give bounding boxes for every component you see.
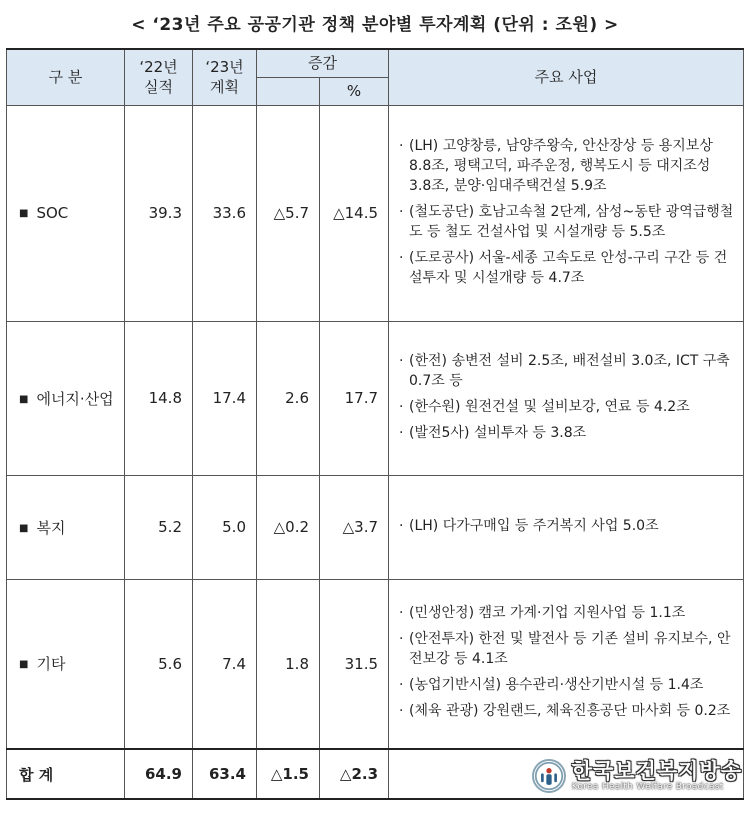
project-text: (LH) 다가구매입 등 주거복지 사업 5.0조	[409, 517, 659, 534]
header-change-empty	[257, 77, 320, 105]
row-projects	[389, 475, 744, 579]
project-item: · (한수원) 원전건설 및 설비보강, 연료 등 4.2조	[399, 398, 690, 415]
project-text: (안전투자) 한전 및 발전사 등 기존 설비 유지보수, 안전보강 등 4.1조	[409, 631, 731, 668]
project-item: · (LH) 다가구매입 등 주거복지 사업 5.0조	[399, 517, 659, 534]
header-plan-23-year: ‘23년	[205, 58, 244, 77]
square-bullet-icon: ■	[19, 208, 29, 219]
row-plan-23: 17.4	[193, 321, 257, 475]
row-projects	[389, 105, 744, 321]
project-item: · (도로공사) 서울-세종 고속도로 안성-구리 구간 등 건설투자 및 시설개량 등 4.7조	[399, 249, 728, 286]
table-row	[7, 579, 744, 749]
header-category: 구 분	[7, 49, 125, 105]
square-bullet-icon: ■	[19, 659, 29, 671]
project-item: · (민생안정) 캠코 가계·기업 지원사업 등 1.1조	[399, 605, 686, 622]
row-change: 1.8	[257, 579, 320, 749]
header-plan-23-label: 계획	[210, 78, 239, 97]
total-percent: △2.3	[320, 749, 389, 799]
row-change: △5.7	[257, 105, 320, 321]
square-bullet-icon: ■	[19, 522, 29, 534]
project-item: · (LH) 고양창릉, 남양주왕숙, 안산장상 등 용지보상 8.8조, 평택고덕, 파주운정, 행복도시 등 대지조성 3.8조, 분양·임대주택건설 5.9조	[399, 137, 713, 194]
row-category-label: SOC	[36, 204, 69, 222]
watermark-korean: 한국보건복지방송	[571, 759, 742, 783]
project-text: (한수원) 원전건설 및 설비보강, 연료 등 4.2조	[409, 398, 690, 415]
project-text: (체육 관광) 강원랜드, 체육진흥공단 마사회 등 0.2조	[409, 703, 731, 720]
row-plan-23: 5.0	[193, 475, 257, 579]
project-item: · (안전투자) 한전 및 발전사 등 기존 설비 유지보수, 안전보강 등 4.1조	[399, 631, 731, 668]
project-text: (민생안정) 캠코 가계·기업 지원사업 등 1.1조	[409, 605, 686, 622]
header-actual-22	[125, 49, 193, 105]
project-text: (도로공사) 서울-세종 고속도로 안성-구리 구간 등 건설투자 및 시설개량 등 4.7조	[409, 249, 728, 286]
row-change: △0.2	[257, 475, 320, 579]
row-actual-22: 5.6	[125, 579, 193, 749]
row-actual-22: 39.3	[125, 105, 193, 321]
table-row	[7, 105, 744, 321]
square-bullet-icon: ■	[19, 393, 29, 405]
row-actual-22: 5.2	[125, 475, 193, 579]
broadcaster-logo-icon	[532, 759, 566, 793]
header-actual-22-year: ‘22년	[139, 58, 178, 77]
project-item: · (체육 관광) 강원랜드, 체육진흥공단 마사회 등 0.2조	[399, 703, 731, 720]
row-actual-22: 14.8	[125, 321, 193, 475]
row-projects	[389, 321, 744, 475]
broadcaster-watermark	[532, 759, 742, 793]
project-text: (한전) 송변전 설비 2.5조, 배전설비 3.0조, ICT 구축 0.7조 등	[409, 352, 730, 389]
watermark-english: Korea Health Welfare Broadcast	[571, 782, 724, 792]
row-category	[7, 105, 125, 321]
project-item: · (농업기반시설) 용수관리·생산기반시설 등 1.4조	[399, 677, 704, 694]
header-actual-22-label: 실적	[144, 78, 173, 97]
table-row	[7, 475, 744, 579]
investment-table	[6, 48, 744, 800]
header-plan-23	[193, 49, 257, 105]
row-category	[7, 321, 125, 475]
total-change: △1.5	[257, 749, 320, 799]
row-projects	[389, 579, 744, 749]
header-projects: 주요 사업	[389, 49, 744, 105]
project-text: (농업기반시설) 용수관리·생산기반시설 등 1.4조	[409, 677, 704, 694]
project-item: · (발전5사) 설비투자 등 3.8조	[399, 424, 587, 441]
row-plan-23: 33.6	[193, 105, 257, 321]
table-row	[7, 321, 744, 475]
table-title: < ‘23년 주요 공공기관 정책 분야별 투자계획 (단위 : 조원) >	[131, 15, 619, 35]
total-label: 합 계	[7, 749, 125, 799]
project-text: (LH) 고양창릉, 남양주왕숙, 안산장상 등 용지보상 8.8조, 평택고덕, 파주운정, 행복도시 등 대지조성 3.8조, 분양·임대주택건설 5.9조	[409, 137, 713, 194]
row-category-label: 기타	[36, 655, 66, 674]
project-text: (철도공단) 호남고속철 2단계, 삼성~동탄 광역급행철도 등 철도 건설사업 및 시설개량 등 5.5조	[409, 203, 734, 240]
row-category-label: 에너지·산업	[36, 389, 114, 408]
total-actual-22: 64.9	[125, 749, 193, 799]
row-percent: △3.7	[320, 475, 389, 579]
total-plan-23: 63.4	[193, 749, 257, 799]
header-percent: %	[320, 77, 389, 105]
row-change: 2.6	[257, 321, 320, 475]
row-category	[7, 475, 125, 579]
row-category	[7, 579, 125, 749]
row-percent: △14.5	[320, 105, 389, 321]
row-percent: 31.5	[320, 579, 389, 749]
header-change: 증감	[257, 49, 389, 77]
row-plan-23: 7.4	[193, 579, 257, 749]
row-category-label: 복지	[36, 518, 66, 537]
project-item: · (철도공단) 호남고속철 2단계, 삼성~동탄 광역급행철도 등 철도 건설사업 및 시설개량 등 5.5조	[399, 203, 734, 240]
row-percent: 17.7	[320, 321, 389, 475]
project-item: · (한전) 송변전 설비 2.5조, 배전설비 3.0조, ICT 구축 0.7조 등	[399, 352, 730, 389]
project-text: (발전5사) 설비투자 등 3.8조	[409, 424, 587, 441]
